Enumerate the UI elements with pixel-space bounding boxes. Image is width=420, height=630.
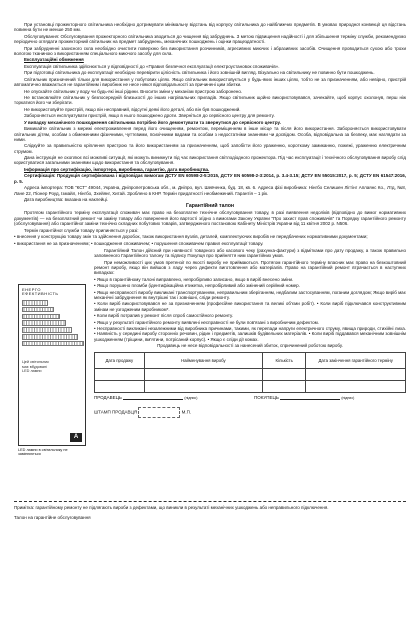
table-cell[interactable] [306,368,406,380]
table-cell[interactable] [95,380,145,392]
seller-signature [94,395,197,400]
safety-title: Експлуатаційні обмеження [24,57,84,63]
warranty-table [94,352,406,393]
energy-bar [22,314,60,320]
energy-label [18,284,86,446]
table-header-cell: Найменування виробу [144,352,262,368]
warranty-text-1: Протягом гарантійного терміну експлуатації споживач має право на безоплатне технічне обслуговування товару, в разі виявлення недоліків (відповідно до вимог нормативних документів) — на безоплатний ремонт чи заміну товару або повернення його вартості згідно з вимогами Закону України "Про захист прав споживачів" та Порядку гарантійного ремонту (обслуговування) або гарантійної заміни технічно складних побутових товарів, затвердженого постановою Кабінету Міністрів України від 11 квітня 2002 р. N506. [14,210,406,227]
safety-text-8: У випадку механічного пошкодження світильника потрібно його демонтувати та звернутися до сервісного центру. [24,119,281,125]
table-header-cell: Кількість [262,352,306,368]
table-header-cell: Дата закінчення гарантійного терміну [306,352,406,368]
warranty-text-6: При неможливості цих умов претензії по якості виробу не приймаються. Протягом гарантійного терміну власник має право на безкоштовний ремонт виробу, якщо він вийшов з ладу через дефекти виготовлення або матеріалів. Право на гарантійний ремонт втрачається в наступних випадках: [94,259,406,276]
warranty-text-8: • Якщо порушено пломби (ідентифікаційна етикетка, непробірливий або змінений серійний номер. [94,283,300,289]
info-title: Інформація про сертифікацію, імпортера, виробника, гарантію, дата виробництва. [24,166,210,172]
warranty-text-3: • внесення у конструкцію товару змін та здійснення доробок, також використання вузлів, деталей, комплектуючих виробів не передбачених нормативними документами; [14,234,368,240]
install-distance-text: При установці прожекторного світильника необхідно дотримувати мінімальну відстань від корпусу світильника до найближчих предметів. В умовах природної конвекції ця відстань повинна бути не менше 250 мм. [14,22,406,33]
importer-text: Адреса імпортера: ТОВ "КСТ" 49044, Україна, Дніпропетровська обл., м. Дніпро, вул. Шевченка, буд. 18, кв. 6. Адреса фізі виробника: Нінгбо Селишен Лігтінг Аплаянс Ко., Лтд, №8, Лане 22, Піонер Роуд, Ізмайл, Нінгбо, Зхейянг, Хитай. Зроблено в КНР. Термін придатності необмежений. Гарантія – 1 рік. [14,185,406,196]
safety-text-7: Забороняється експлуатувати пристрій, якщо в нього пошкоджено дроти. Зверніться до сервісного центру для ремонту. [24,113,275,119]
energy-bar [22,300,48,306]
energy-bar [22,341,84,347]
safety-text-1: Експлуатація світильника здійснюється у відповідності до «Правил безпечної експлуатації електроустановок споживачів». [24,63,280,69]
table-cell[interactable] [95,368,145,380]
safety-text-6: Не використовуйте пристрій, якщо він несправний, відсутні деякі його деталі, або він був пошкоджений. [24,106,241,112]
table-header-cell: Дата продажу [95,352,145,368]
warranty-text-14: Продавець не несе відповідальності за нанесений збиток, спричинений роботою виробу. [157,343,343,349]
warranty-text-11: • Коли виріб потрапив у ремонт після спроб самостійного ремонту. [94,313,234,319]
energy-scale [22,300,82,346]
cut-line [14,501,406,502]
energy-class-badge: A [70,433,82,442]
table-row [95,380,406,392]
energy-label-line: LED лампи [22,369,42,374]
buyer-signature [254,395,354,400]
energy-bar [22,320,66,326]
maintenance-text: Обслуговування: Обслуговування прожекторного світильника зводиться до чищення від забруднень. З метою підвищення надійності і для збільшення терміну служби, рекомендуємо періодично оглядати прожекторний світильник на предмет забруднень, механічних пошкоджень і оцінки працездатності. [14,33,406,45]
warranty-text-12: • Якщо у результаті гарантійного ремонту виявлені несправності не були пов'язані з виробничим дефектом. [94,319,319,325]
certification-text: Сертифікація: Продукція сертифікована і відповідає вимогам ДСТУ EN 60598-2-5:2015, ДСТУ EN 60598-2-3:2014, р. 3.4-3.15; ДСТУ EN 55015:2017, р. 5; ДСТУ EN 61547:2016, р. 5. [14,173,406,184]
production-date-text: Дата виробництва: вказана на наклейці. [24,196,109,202]
warranty-coupon-title: Талон на гарантійне обслуговування [14,514,91,520]
stamp-area[interactable] [138,407,180,418]
safety-text-4: Не опускайте світильник у воду чи будь-які інші рідини. Вносити зміни у механізм пристрою заборонено. [24,88,243,94]
table-cell[interactable] [262,380,306,392]
warranty-title: Гарантійний талон [185,203,235,210]
footer-note: Примітка: гарантійному ремонту не підлягають вироби з дефектами, що виникли в результаті механічних ушкоджень або неправильного підключення. [14,504,329,510]
warranty-text-2: Термін гарантійної служби товару припиняється у разі: [24,227,139,233]
stamp-label: ШТАМП ПРОДАВЦЯ [94,409,138,415]
table-row [95,368,406,380]
energy-label-title-2: ЕФЕКТИВНІСТЬ [22,291,59,297]
lamp-note: LED лампи в світильнику не замінюються [18,447,68,457]
seller-label: ПРОДАВЕЦЬ [94,394,122,400]
energy-label-line: має вбудовані [22,364,47,369]
energy-bar [22,334,78,340]
safety-text-9: Вимикайте світильник з мережі електроживлення перед його очищенням, ремонтом, переміщенням в інше місце та після його використання. Забороняється використовувати світильник дітям, особам з обмеженими фізичними, чуттєвими, психічними вадами та особам з недостатніми знаннями чи досвідом. Особа, відповідальна за безпеку, має наглядати за ними. [14,126,406,142]
signature-block [94,393,406,423]
warranty-conditions [94,248,406,423]
energy-label-text [22,360,82,373]
warranty-text-13: • Несправності викликані незалежними від виробника причинами, такими, як перепади напруги електричного струму, явища природи, стихійні лиха. • Наявність у середині виробу сторонніх речовин, рідин і предметів, залишків будівельних матеріалів. • Коли виріб піддавався механічним зовнішнім ушкодженням (тріщини, вм'ятини, потрісаний корпус). • Якщо є сліди дії комах. [94,326,406,342]
safety-text-5: Не встановлюйте світильник у безпосередній близькості до інших нагрівальних приладів. Якщо світильник щойно використовувався, зачекайте, щоб корпус охолонув, перш ніж торкатися його чи зберігати. [14,95,406,106]
warranty-text-10: • Коли виріб використовувався не за призначенням (професійне використання та великі об'єми робіт). • Коли виріб підключався конструктивним змінам не узгодженим виробником*. [94,301,406,312]
seller-stamp [94,407,191,418]
safety-text-10: Слідкуйте за правильністю кріплення пристрою та його використанням за призначенням, щоб запобігти його ураженню, короткому замиканню, пожежі, ураженню електричним струмом. [14,143,406,154]
table-cell[interactable] [144,368,262,380]
warranty-table-header [95,352,406,368]
seller-signature-line[interactable] [123,395,183,400]
warranty-text-4: • використання не за призначенням; • пошкодження споживачем; • порушення споживачем правил експлуатації товару. [14,240,264,246]
buyer-signature-line[interactable] [280,395,340,400]
energy-bar [22,307,54,313]
energy-label-title-1: ЕНЕРГО [22,286,41,292]
warranty-text-9: • Якщо несправності виробу викликані транспортуванням, неправильним зберіганням, недбалим застосуванням, поганим доглядом; Якщо виріб має механічні забруднення як внутрішні так і зовнішні, сліди ремонту. [94,289,406,300]
table-cell[interactable] [306,380,406,392]
warranty-section [14,248,406,498]
table-cell[interactable] [144,380,262,392]
warranty-text-5: Гарантійний Талон дійсний при наявності товарного або касового чеку (рахунка-фактури) з відмітками про дату продажу, а також правильно заповненого Гарантійного талону та підпису Покупця про прийняття ним гарантійних умов. [94,247,406,259]
buyer-label: ПОКУПЕЦЬ [254,394,279,400]
glass-cleaning-text: При забрудненні захисного скла необхідно очистити поверхню без використання розчинників, агресивних миючих і абразивних засобів. Очищення проводиться сухою або трохи вологою тканиною з використанням спеціального миючого засобу для скла. [14,45,406,56]
safety-text-2: При підготовці світильника до експлуатації необхідно перевірити цілісність світильника і його зовнішній вигляд. Візуально на світильнику не повинно бути пошкоджень. [24,70,375,76]
warranty-text-7: • Якщо в гарантійному талоні виправлено, непробірливо записано, якщо в виріб внесено зміни. [94,276,294,282]
table-cell[interactable] [262,368,306,380]
seller-sign-caption: (підпис) [184,395,198,400]
safety-text-3: Світильник призначений тільки для використання у побутових цілях. Якщо світильник використовується у будь-яких інших цілях, тобто не за призначенням, або невірно, пристрій автоматично вважається не гарантійним і виробник не несе ніякої відповідальності за причинені цим збитки. [14,76,406,88]
buyer-sign-caption: (підпис) [341,395,355,400]
safety-text-11: Дана інструкція не охоплює всі можливі ситуації, які можуть виникнути під час використання світлодіодного прожектора. Під час експлуатації і технічного обслуговування виробу слід користуватися загальними знаннями щодо використання та обслуговування. [14,155,406,166]
energy-label-line: Цей світильник [22,360,49,365]
energy-bar [22,327,72,333]
mp-label: М.П. [181,409,192,415]
